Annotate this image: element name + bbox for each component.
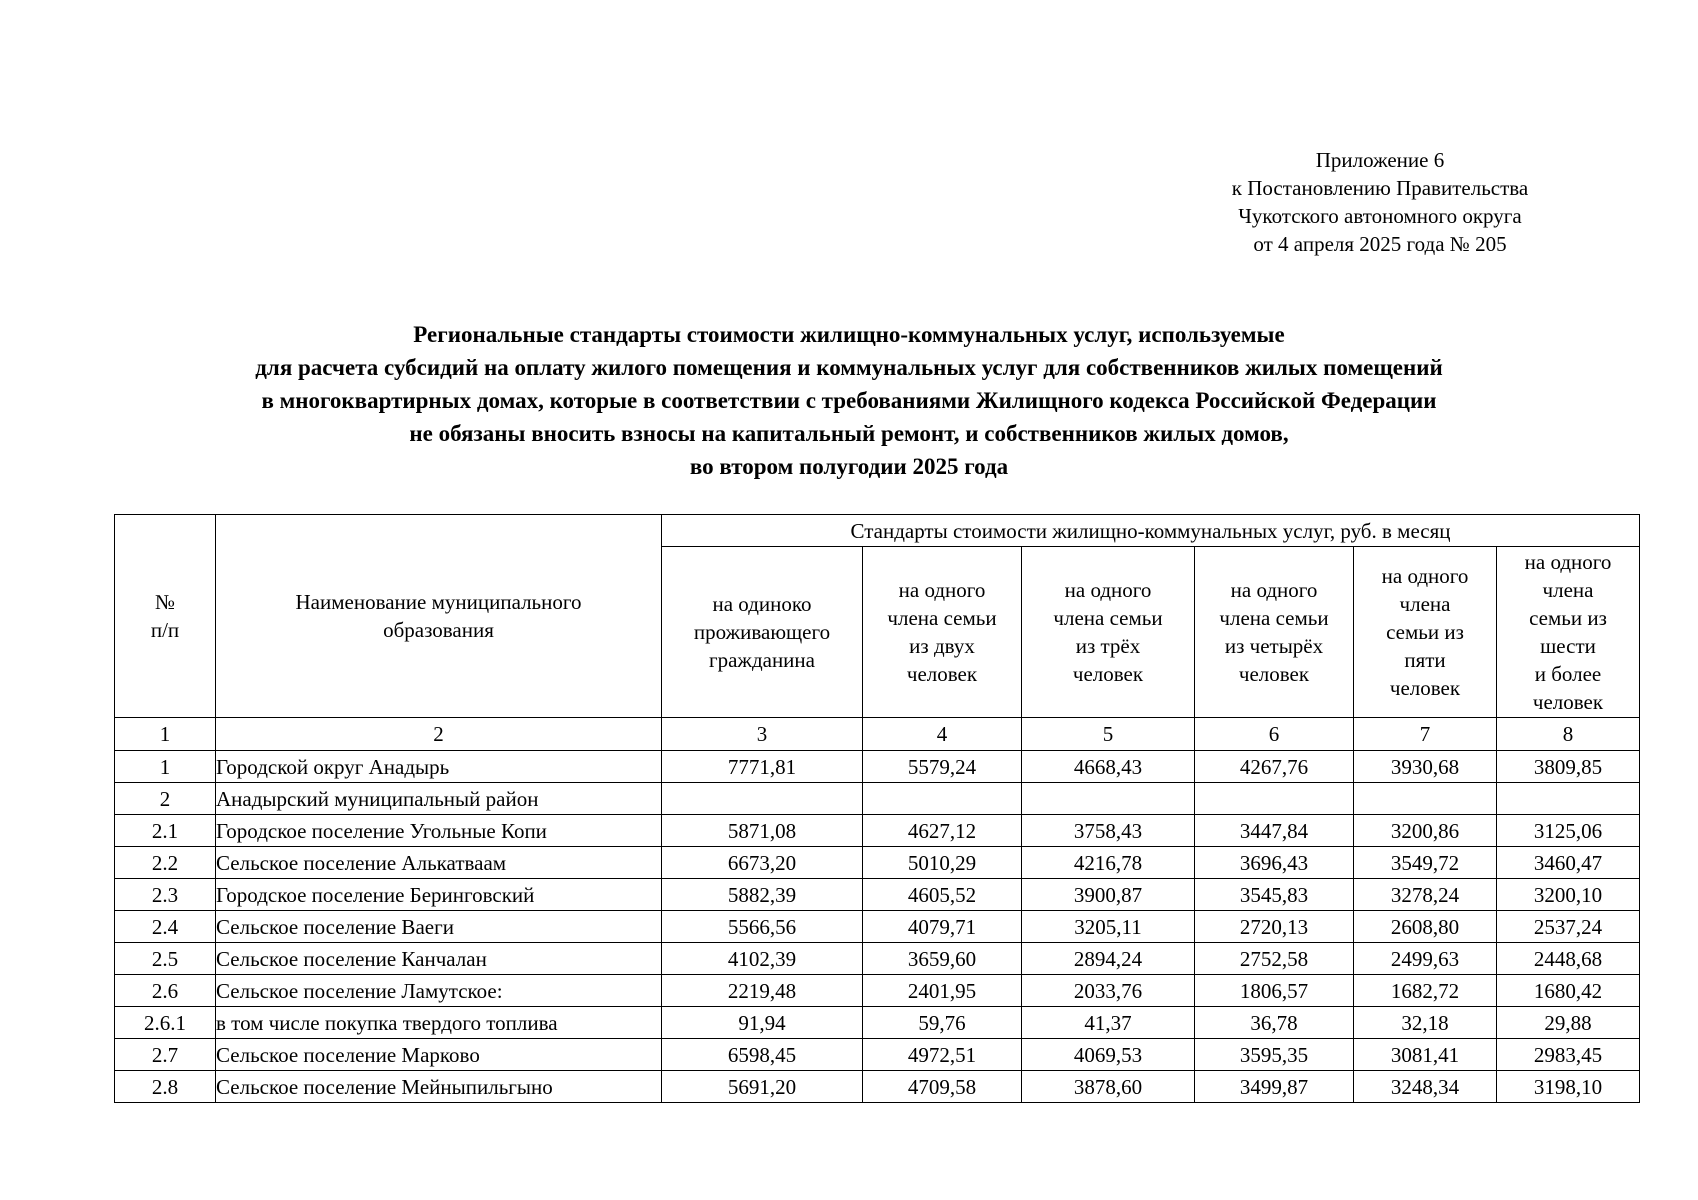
standard-value: 4267,76 (1195, 751, 1354, 783)
standard-value: 4972,51 (863, 1039, 1022, 1071)
standard-value: 2401,95 (863, 975, 1022, 1007)
standard-value: 4605,52 (863, 879, 1022, 911)
standard-value: 3930,68 (1354, 751, 1497, 783)
standard-value (1195, 783, 1354, 815)
municipality-name: Сельское поселение Мейныпильгыно (216, 1071, 662, 1103)
standard-value: 1680,42 (1497, 975, 1640, 1007)
title-line: для расчета субсидий на оплату жилого помещения и коммунальных услуг для собственников жилых помещений (255, 355, 1443, 380)
standard-value: 3200,10 (1497, 879, 1640, 911)
standard-value: 2537,24 (1497, 911, 1640, 943)
standard-value: 2448,68 (1497, 943, 1640, 975)
row-index: 2.8 (115, 1071, 216, 1103)
standard-value: 7771,81 (662, 751, 863, 783)
table-row (115, 847, 1640, 879)
standard-value: 91,94 (662, 1007, 863, 1039)
standard-value (1354, 783, 1497, 815)
row-index: 2.4 (115, 911, 216, 943)
column-number: 7 (1354, 718, 1497, 751)
standard-value: 5579,24 (863, 751, 1022, 783)
row-index: 2.3 (115, 879, 216, 911)
standard-value: 5010,29 (863, 847, 1022, 879)
standard-value: 3878,60 (1022, 1071, 1195, 1103)
table-row (115, 975, 1640, 1007)
standard-value: 4102,39 (662, 943, 863, 975)
header-index: № п/п (115, 515, 216, 718)
municipality-name: Сельское поселение Ламутское: (216, 975, 662, 1007)
standard-value: 3447,84 (1195, 815, 1354, 847)
standard-value: 2499,63 (1354, 943, 1497, 975)
column-number: 8 (1497, 718, 1640, 751)
column-number: 2 (216, 718, 662, 751)
municipality-name: в том числе покупка твердого топлива (216, 1007, 662, 1039)
header-col-8: на одного члена семьи из шести и более человек (1497, 547, 1640, 718)
header-col-3: на одиноко проживающего гражданина (662, 547, 863, 718)
standard-value: 5691,20 (662, 1071, 863, 1103)
standard-value: 2033,76 (1022, 975, 1195, 1007)
row-index: 2 (115, 783, 216, 815)
table-row (115, 879, 1640, 911)
standard-value: 3696,43 (1195, 847, 1354, 879)
standard-value: 3809,85 (1497, 751, 1640, 783)
standard-value: 2983,45 (1497, 1039, 1640, 1071)
municipality-name: Сельское поселение Ваеги (216, 911, 662, 943)
table-row (115, 1007, 1640, 1039)
standard-value: 2720,13 (1195, 911, 1354, 943)
municipality-name: Сельское поселение Марково (216, 1039, 662, 1071)
appendix-line: Чукотского автономного округа (1238, 204, 1522, 228)
standard-value: 5871,08 (662, 815, 863, 847)
appendix-line: к Постановлению Правительства (1231, 176, 1529, 200)
standard-value: 3545,83 (1195, 879, 1354, 911)
column-number: 4 (863, 718, 1022, 751)
standard-value (1022, 783, 1195, 815)
table-row (115, 943, 1640, 975)
municipality-name: Сельское поселение Канчалан (216, 943, 662, 975)
column-number: 1 (115, 718, 216, 751)
title-line: Региональные стандарты стоимости жилищно-коммунальных услуг, используемые (413, 322, 1285, 347)
row-index: 2.5 (115, 943, 216, 975)
standard-value: 4709,58 (863, 1071, 1022, 1103)
row-index: 2.6.1 (115, 1007, 216, 1039)
standard-value: 4668,43 (1022, 751, 1195, 783)
standard-value: 6598,45 (662, 1039, 863, 1071)
standards-table (114, 514, 1640, 1103)
standard-value: 4079,71 (863, 911, 1022, 943)
standard-value: 3081,41 (1354, 1039, 1497, 1071)
standard-value: 4216,78 (1022, 847, 1195, 879)
appendix-line: от 4 апреля 2025 года № 205 (1253, 232, 1507, 256)
document-title (0, 318, 1698, 483)
standard-value: 3278,24 (1354, 879, 1497, 911)
header-col-5: на одного члена семьи из трёх человек (1022, 547, 1195, 718)
header-group-standards: Стандарты стоимости жилищно-коммунальных услуг, руб. в месяц (662, 515, 1640, 547)
row-index: 2.2 (115, 847, 216, 879)
standard-value: 59,76 (863, 1007, 1022, 1039)
standard-value: 32,18 (1354, 1007, 1497, 1039)
standard-value: 4627,12 (863, 815, 1022, 847)
title-line: во втором полугодии 2025 года (689, 454, 1009, 479)
column-number: 5 (1022, 718, 1195, 751)
standard-value: 36,78 (1195, 1007, 1354, 1039)
title-line: в многоквартирных домах, которые в соответствии с требованиями Жилищного кодекса Российской Федерации (261, 388, 1437, 413)
municipality-name: Сельское поселение Алькатваам (216, 847, 662, 879)
standard-value: 3125,06 (1497, 815, 1640, 847)
table-row (115, 815, 1640, 847)
table-row (115, 1039, 1640, 1071)
standard-value: 3900,87 (1022, 879, 1195, 911)
standard-value: 3499,87 (1195, 1071, 1354, 1103)
header-municipality-name: Наименование муниципального образования (216, 515, 662, 718)
standard-value: 1806,57 (1195, 975, 1354, 1007)
column-number: 6 (1195, 718, 1354, 751)
standard-value: 4069,53 (1022, 1039, 1195, 1071)
standard-value: 3200,86 (1354, 815, 1497, 847)
municipality-name: Городское поселение Угольные Копи (216, 815, 662, 847)
standard-value: 3248,34 (1354, 1071, 1497, 1103)
table-row (115, 783, 1640, 815)
appendix-block (1180, 146, 1580, 258)
standard-value: 2894,24 (1022, 943, 1195, 975)
standard-value: 3758,43 (1022, 815, 1195, 847)
table-row (115, 751, 1640, 783)
standard-value (1497, 783, 1640, 815)
municipality-name: Городское поселение Беринговский (216, 879, 662, 911)
standard-value: 3205,11 (1022, 911, 1195, 943)
column-number: 3 (662, 718, 863, 751)
standard-value: 3659,60 (863, 943, 1022, 975)
standard-value (863, 783, 1022, 815)
standard-value: 2219,48 (662, 975, 863, 1007)
title-line: не обязаны вносить взносы на капитальный ремонт, и собственников жилых домов, (409, 421, 1289, 446)
standard-value: 2752,58 (1195, 943, 1354, 975)
standard-value: 5882,39 (662, 879, 863, 911)
municipality-name: Городской округ Анадырь (216, 751, 662, 783)
municipality-name: Анадырский муниципальный район (216, 783, 662, 815)
standard-value: 1682,72 (1354, 975, 1497, 1007)
table-row (115, 1071, 1640, 1103)
column-number-row (115, 718, 1640, 751)
header-col-7: на одного члена семьи из пяти человек (1354, 547, 1497, 718)
standard-value: 5566,56 (662, 911, 863, 943)
table-row (115, 911, 1640, 943)
standard-value: 29,88 (1497, 1007, 1640, 1039)
standard-value: 3198,10 (1497, 1071, 1640, 1103)
standard-value: 41,37 (1022, 1007, 1195, 1039)
row-index: 2.1 (115, 815, 216, 847)
standard-value: 3460,47 (1497, 847, 1640, 879)
appendix-line: Приложение 6 (1315, 148, 1445, 172)
header-col-6: на одного члена семьи из четырёх человек (1195, 547, 1354, 718)
standard-value: 6673,20 (662, 847, 863, 879)
row-index: 2.6 (115, 975, 216, 1007)
standard-value: 3549,72 (1354, 847, 1497, 879)
standard-value: 3595,35 (1195, 1039, 1354, 1071)
row-index: 1 (115, 751, 216, 783)
row-index: 2.7 (115, 1039, 216, 1071)
standard-value (662, 783, 863, 815)
standard-value: 2608,80 (1354, 911, 1497, 943)
header-col-4: на одного члена семьи из двух человек (863, 547, 1022, 718)
